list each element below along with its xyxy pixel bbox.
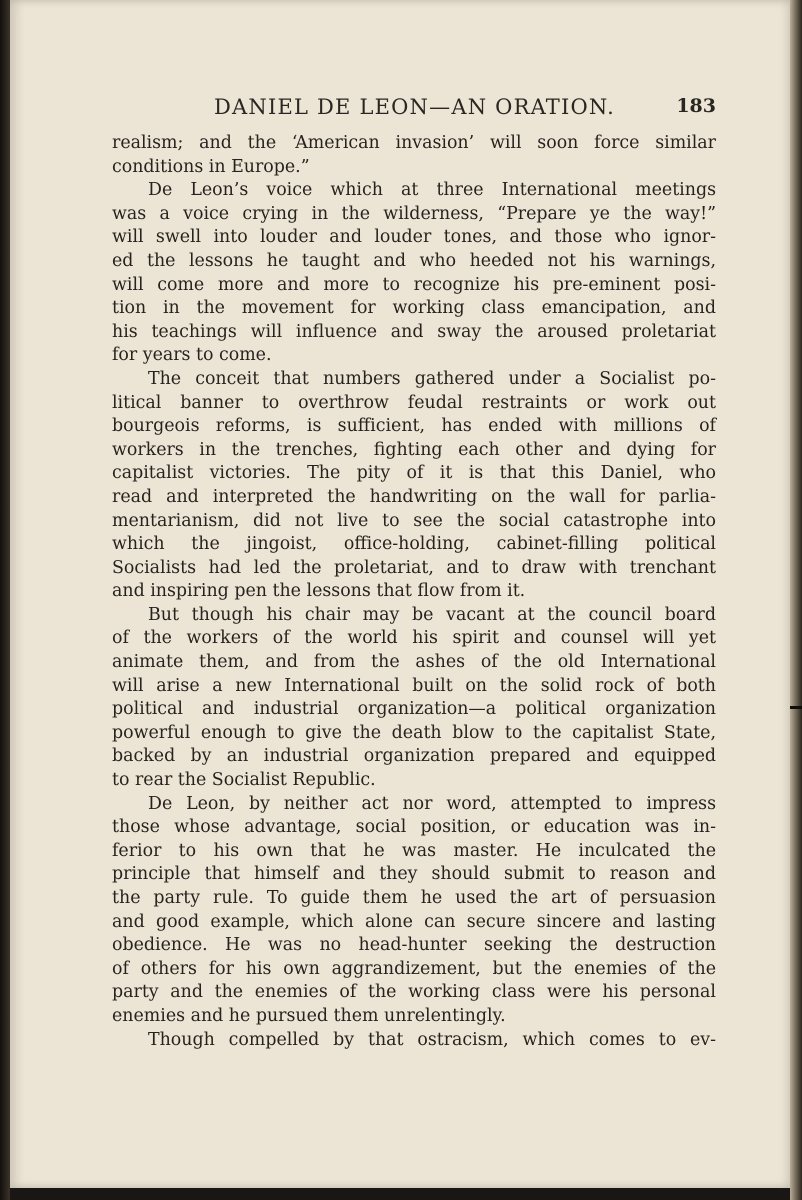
text-line: litical banner to overthrow feudal restraints or work out — [112, 392, 716, 413]
text-line: workers in the trenches, fighting each other and dying for — [112, 439, 716, 460]
text-line: party and the enemies of the working class were his personal — [112, 982, 716, 1003]
text-line: which the jingoist, office-holding, cabinet-filling political — [112, 534, 716, 555]
text-line: tion in the movement for working class emancipation, and — [112, 298, 716, 319]
text-line: ed the lessons he taught and who heeded not his warnings, — [112, 250, 716, 271]
text-line: principle that himself and they should submit to reason and — [112, 864, 716, 885]
text-line: powerful enough to give the death blow to the capitalist State, — [112, 722, 716, 743]
text-line: will swell into louder and louder tones, and those who ignor- — [112, 227, 716, 248]
text-line: ferior to his own that he was master. He inculcated the — [112, 840, 716, 861]
text-line: mentarianism, did not live to see the social catastrophe into — [112, 510, 716, 531]
text-line: But though his chair may be vacant at the council board — [148, 604, 716, 625]
text-line: for years to come. — [112, 345, 272, 366]
text-line: De Leon, by neither act nor word, attempted to impress — [148, 793, 716, 814]
page-edge-mark — [790, 706, 802, 709]
text-line: capitalist victories. The pity of it is that this Daniel, who — [112, 463, 716, 484]
text-line: conditions in Europe.” — [112, 156, 310, 177]
page-number: 183 — [676, 95, 716, 117]
running-title: DANIEL DE LEON—AN ORATION. — [214, 95, 616, 119]
text-line: bourgeois reforms, is sufficient, has ended with millions of — [112, 416, 716, 437]
text-line: of others for his own aggrandizement, but the enemies of the — [112, 958, 716, 979]
text-line: was a voice crying in the wilderness, “Prepare ye the way!” — [112, 203, 716, 224]
book-page — [10, 0, 790, 1188]
text-line: obedience. He was no head-hunter seeking the destruction — [112, 935, 716, 956]
text-line: enemies and he pursued them unrelentingly. — [112, 1005, 506, 1026]
text-line: and inspiring pen the lessons that flow from it. — [112, 581, 526, 602]
text-line: Though compelled by that ostracism, which comes to ev- — [148, 1029, 716, 1050]
text-line: animate them, and from the ashes of the old International — [112, 652, 716, 673]
text-line: will come more and more to recognize his pre-eminent posi- — [112, 274, 716, 295]
text-line: will arise a new International built on the solid rock of both — [112, 675, 716, 696]
text-line: Socialists had led the proletariat, and to draw with trenchant — [112, 557, 716, 578]
text-line: to rear the Socialist Republic. — [112, 770, 376, 791]
text-line: De Leon’s voice which at three International meetings — [148, 180, 716, 201]
body-text — [112, 132, 716, 1052]
page-fore-edge — [790, 0, 802, 1200]
page-gutter-shadow — [0, 0, 10, 1200]
text-line: the party rule. To guide them he used the art of persuasion — [112, 888, 716, 908]
page-header — [102, 95, 722, 125]
text-line: of the workers of the world his spirit and counsel will yet — [112, 628, 716, 649]
text-line: realism; and the ‘American invasion’ will soon force similar — [112, 133, 716, 153]
text-line: and good example, which alone can secure sincere and lasting — [112, 911, 716, 932]
text-line: his teachings will influence and sway the aroused proletariat — [112, 321, 716, 342]
text-line: political and industrial organization—a political organization — [112, 699, 716, 720]
text-line: The conceit that numbers gathered under a Socialist po- — [148, 368, 716, 389]
text-line: backed by an industrial organization prepared and equipped — [112, 746, 716, 767]
text-line: read and interpreted the handwriting on the wall for parlia- — [112, 486, 716, 507]
text-line: those whose advantage, social position, or education was in- — [112, 817, 716, 838]
